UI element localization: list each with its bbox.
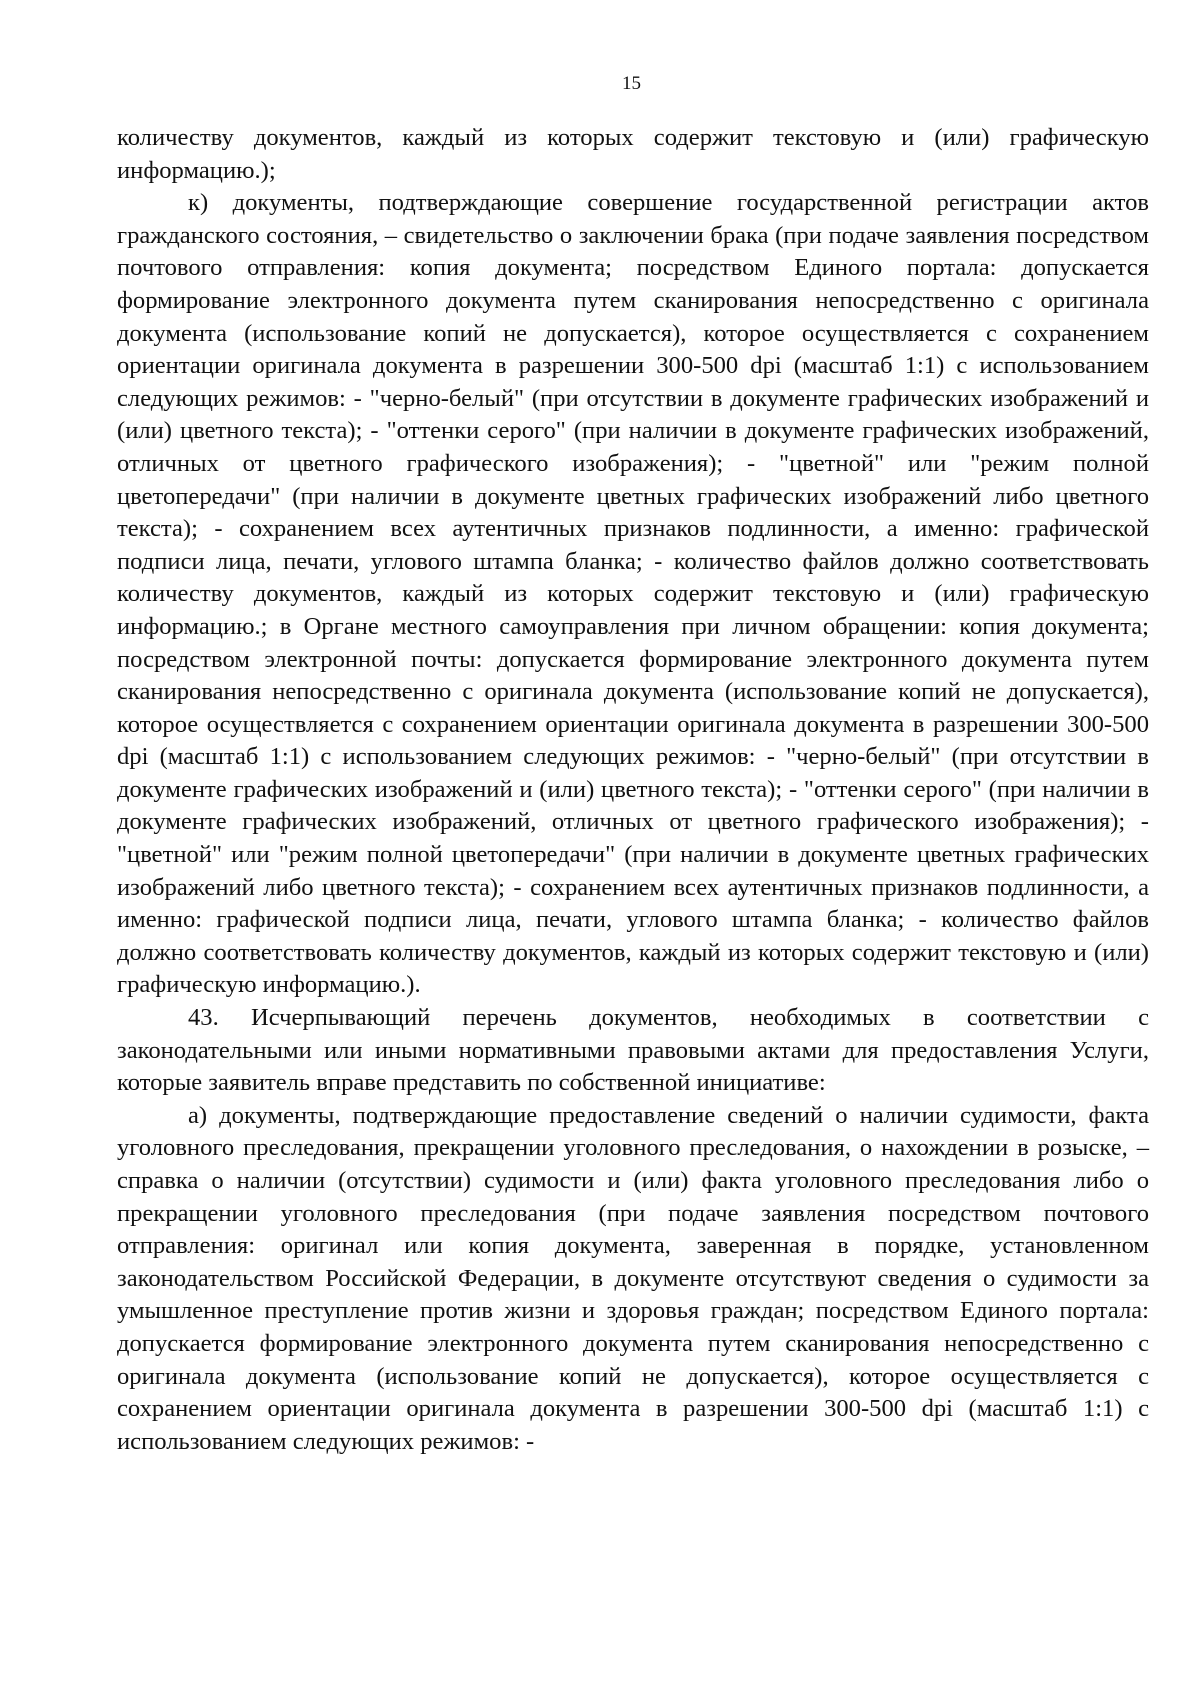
paragraph-43: 43. Исчерпывающий перечень документов, необходимых в соответствии с законодательными или иными нормативными правовыми актами для предоставления Услуги, которые заявитель вправе представить по собственной инициативе: [117, 1004, 1149, 1097]
paragraph-continuation: количеству документов, каждый из которых содержит текстовую и (или) графическую информацию.); [117, 124, 1149, 184]
document-body [117, 122, 1149, 1458]
paragraph-item-a: а) документы, подтверждающие предоставление сведений о наличии судимости, факта уголовного преследования, прекращении уголовного преследования, о нахождении в розыске, – справка о наличии (отсутствии) судимости и (или) факта уголовного преследования либо о прекращении уголовного преследования (при подаче заявления посредством почтового отправления: оригинал или копия документа, заверенная в порядке, установленном законодательством Российской Федерации, в документе отсутствуют сведения о судимости за умышленное преступление против жизни и здоровья граждан; посредством Единого портала: допускается формирование электронного документа путем сканирования непосредственно с оригинала документа (использование копий не допускается), которое осуществляется с сохранением ориентации оригинала документа в разрешении 300-500 dpi (масштаб 1:1) с использованием следующих режимов: - [117, 1101, 1149, 1455]
paragraph-item-k: к) документы, подтверждающие совершение государственной регистрации актов гражданского состояния, – свидетельство о заключении брака (при подаче заявления посредством почтового отправления: копия документа; посредством Единого портала: допускается формирование электронного документа путем сканирования непосредственно с оригинала документа (использование копий не допускается), которое осуществляется с сохранением ориентации оригинала документа в разрешении 300-500 dpi (масштаб 1:1) с использованием следующих режимов: - "черно-белый" (при отсутствии в документе графических изображений и (или) цветного текста); - "оттенки серого" (при наличии в документе графических изображений, отличных от цветного графического изображения); - "цветной" или "режим полной цветопередачи" (при наличии в документе цветных графических изображений либо цветного текста); - сохранением всех аутентичных признаков подлинности, а именно: графической подписи лица, печати, углового штампа бланка; - количество файлов должно соответствовать количеству документов, каждый из которых содержит текстовую и (или) графическую информацию.; в Органе местного самоуправления при личном обращении: копия документа; посредством электронной почты: допускается формирование электронного документа путем сканирования непосредственно с оригинала документа (использование копий не допускается), которое осуществляется с сохранением ориентации оригинала документа в разрешении 300-500 dpi (масштаб 1:1) с использованием следующих режимов: - "черно-белый" (при отсутствии в документе графических изображений и (или) цветного текста); - "оттенки серого" (при наличии в документе графических изображений, отличных от цветного графического изображения); - "цветной" или "режим полной цветопередачи" (при наличии в документе цветных графических изображений либо цветного текста); - сохранением всех аутентичных признаков подлинности, а именно: графической подписи лица, печати, углового штампа бланка; - количество файлов должно соответствовать количеству документов, каждый из которых содержит текстовую и (или) графическую информацию.). [117, 189, 1149, 999]
page-number: 15 [622, 73, 641, 94]
